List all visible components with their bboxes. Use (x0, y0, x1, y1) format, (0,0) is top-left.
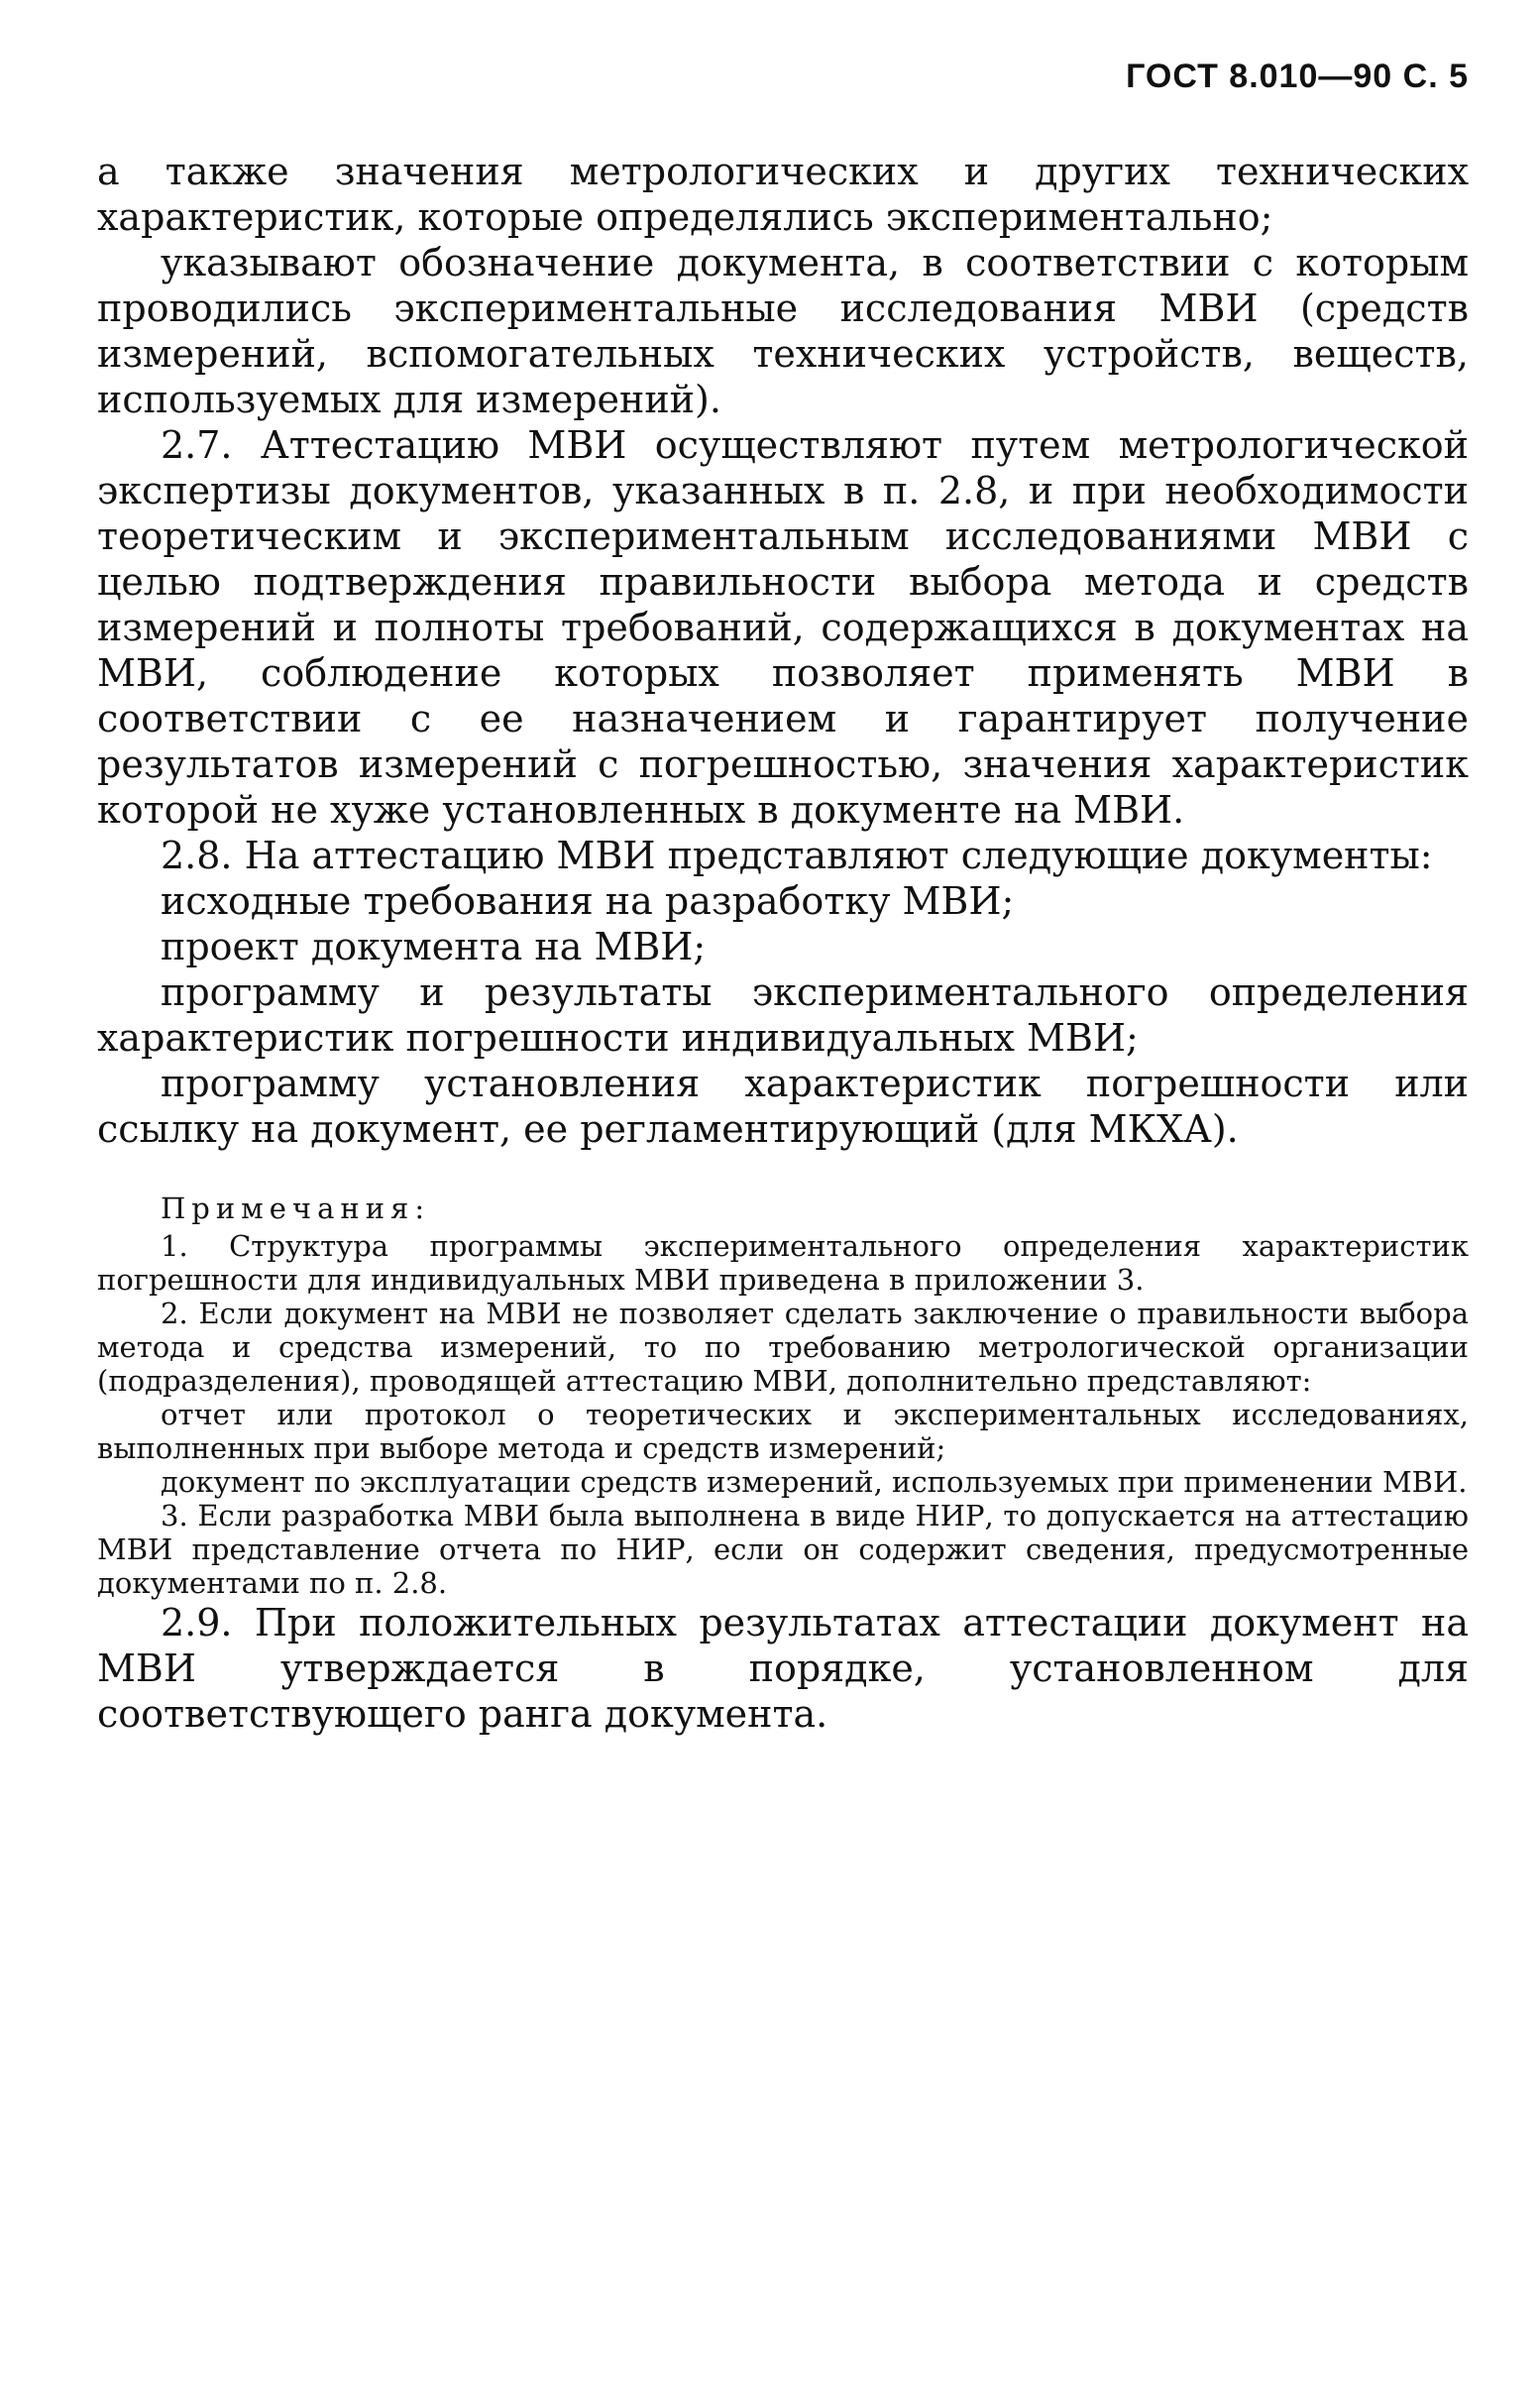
list-item-program-results: программу и результаты экспериментального определения характеристик погрешности индивидуальных МВИ; (97, 970, 1469, 1060)
note-item-2-report: отчет или протокол о теоретических и экспериментальных исследованиях, выполненных при выборе метода и средств измерений; (97, 1398, 1469, 1465)
paragraph-2-9: 2.9. При положительных результатах аттестации документ на МВИ утверждается в порядке, установленном для соответствующего ранга документа. (97, 1601, 1469, 1736)
document-body (97, 149, 1469, 1737)
notes-section (97, 1192, 1469, 1600)
list-item-program-establishing: программу установления характеристик погрешности или ссылку на документ, ее регламентирующий (для МКХА). (97, 1062, 1469, 1151)
paragraph-continuation: а также значения метрологических и других технических характеристик, которые определялись экспериментально; (97, 150, 1469, 239)
paragraph-2-8: 2.8. На аттестацию МВИ представляют следующие документы: (161, 834, 1433, 877)
paragraph-document-designation: указывают обозначение документа, в соответствии с которым проводились экспериментальные исследования МВИ (средств измерений, вспомогательных технических устройств, веществ, используемых для измерений). (97, 241, 1469, 421)
list-item-draft-document: проект документа на МВИ; (161, 925, 707, 968)
paragraph-2-7: 2.7. Аттестацию МВИ осуществляют путем метрологической экспертизы документов, указанных в п. 2.8, и при необходимости теоретическим и экспериментальным исследованиями МВИ с целью подтверждения правильности выбора метода и средств измерений и полноты требований, содержащихся в документах на МВИ, соблюдение которых позволяет применять МВИ в соответствии с ее назначением и гарантирует получение результатов измерений с погрешностью, значения характеристик которой не хуже установленных в документе на МВИ. (97, 423, 1469, 832)
note-item-3: 3. Если разработка МВИ была выполнена в виде НИР, то допускается на аттестацию МВИ представление отчета по НИР, если он содержит сведения, предусмотренные документами по п. 2.8. (97, 1499, 1469, 1600)
list-item-initial-requirements: исходные требования на разработку МВИ; (161, 879, 1015, 923)
page-header: ГОСТ 8.010—90 С. 5 (1126, 57, 1469, 95)
note-item-1: 1. Структура программы экспериментального определения характеристик погрешности для индивидуальных МВИ приведена в приложении 3. (97, 1229, 1469, 1297)
notes-title: Примечания: (161, 1192, 431, 1225)
note-item-2-manual: документ по эксплуатации средств измерений, используемых при применении МВИ. (161, 1465, 1468, 1499)
note-item-2: 2. Если документ на МВИ не позволяет сделать заключение о правильности выбора метода и средства измерений, то по требованию метрологической организации (подразделения), проводящей аттестацию МВИ, дополнительно представляют: (97, 1297, 1469, 1398)
